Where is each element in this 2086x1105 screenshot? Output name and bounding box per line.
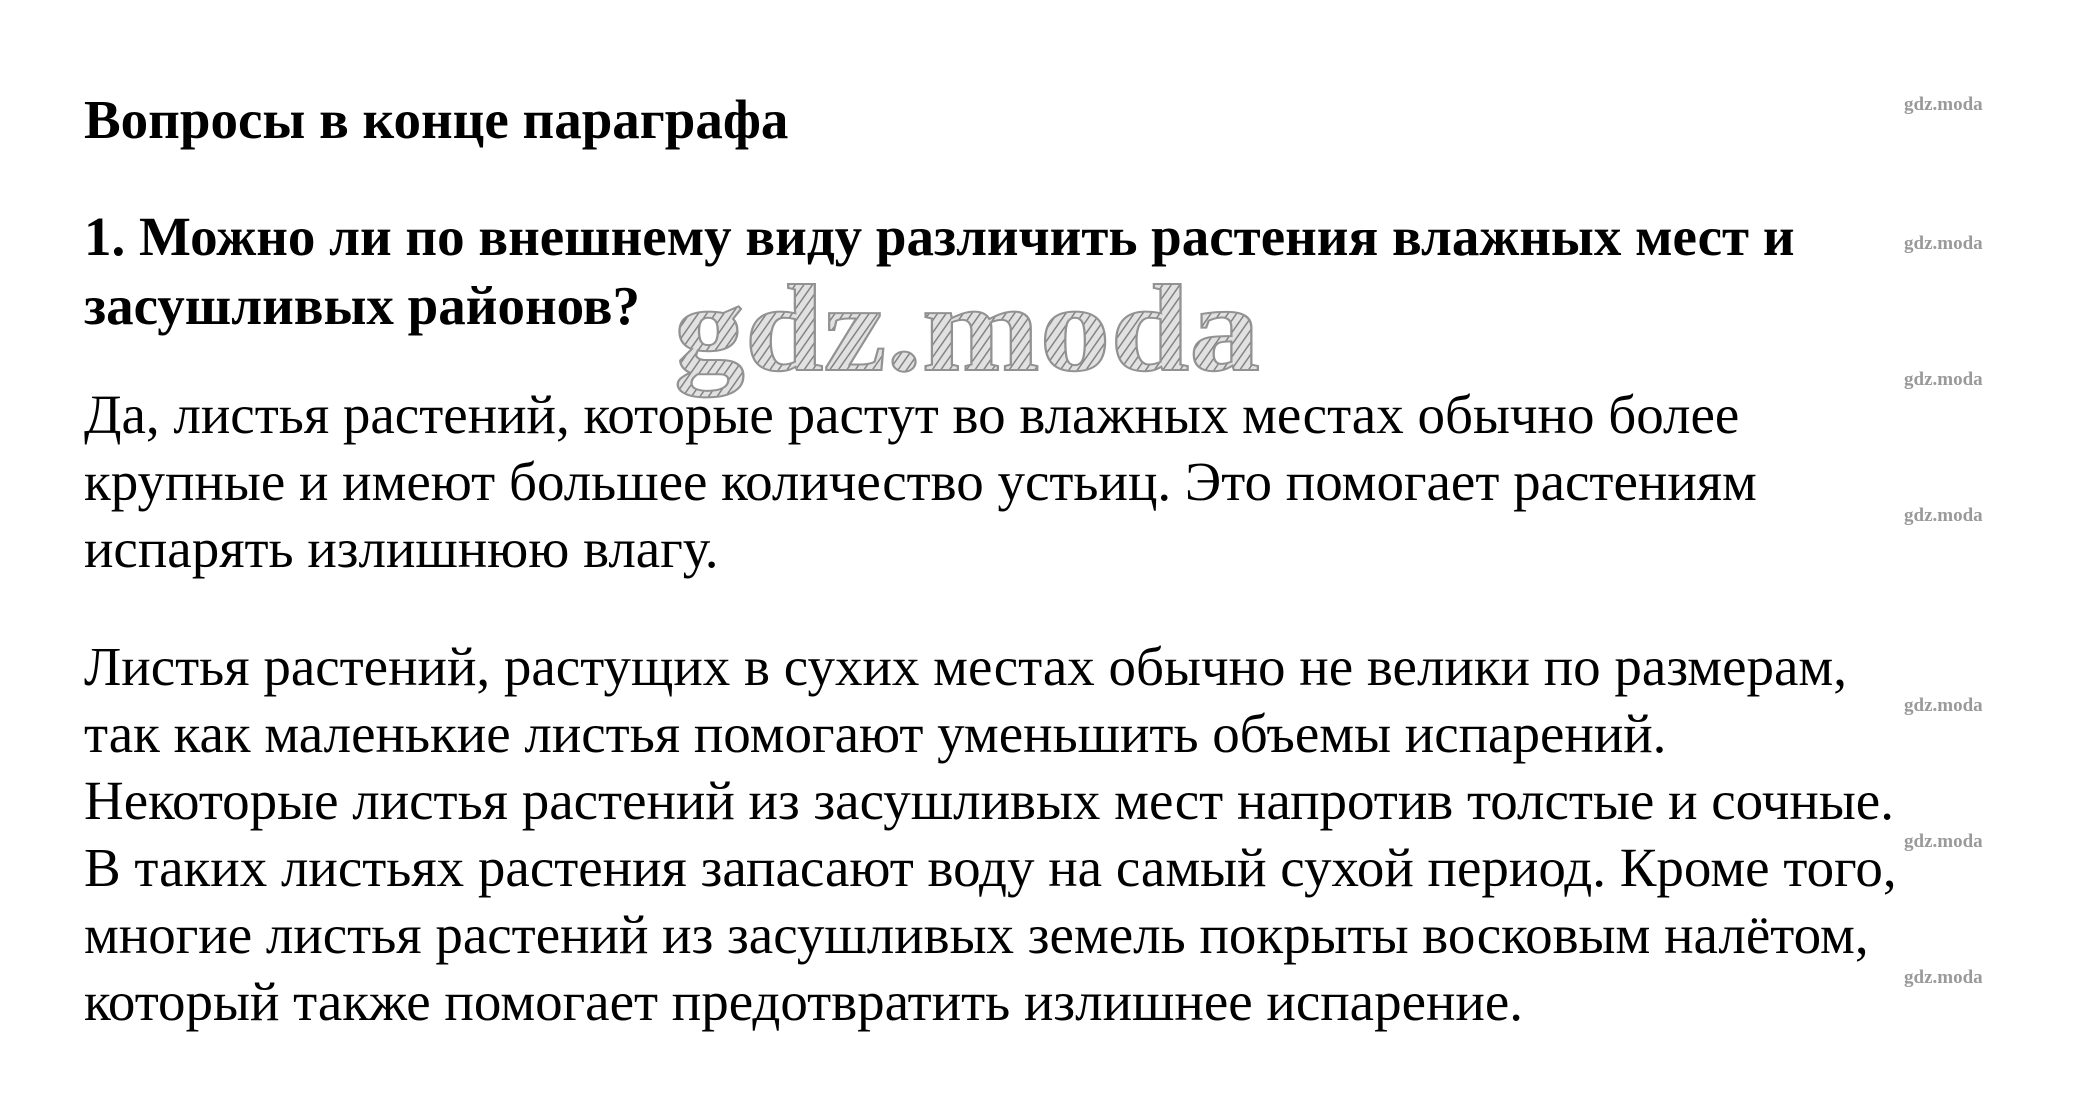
answer-line: многие листья растений из засушливых земель покрыты восковым налётом,	[84, 904, 1869, 965]
watermark-small: gdz.moda	[1904, 94, 1983, 115]
answer-line: Листья растений, растущих в сухих местах обычно не велики по размерам,	[84, 636, 1847, 697]
question-line: засушливых районов?	[84, 275, 640, 336]
answer-line: В таких листьях растения запасают воду на самый сухой период. Кроме того,	[84, 837, 1897, 898]
watermark-small: gdz.moda	[1904, 369, 1983, 390]
answer-line: испарять излишнюю влагу.	[84, 518, 719, 579]
answer-line: Некоторые листья растений из засушливых мест напротив толстые и сочные.	[84, 770, 1894, 831]
watermark-small: gdz.moda	[1904, 233, 1983, 254]
answer-paragraph-2	[84, 633, 1897, 1035]
watermark-logo-text: gdz.moda	[674, 270, 1188, 397]
answer-line: Да, листья растений, которые растут во влажных местах обычно более	[84, 384, 1740, 445]
watermark-logo	[668, 270, 1268, 400]
watermark-small: gdz.moda	[1904, 831, 1983, 852]
question-line: 1. Можно ли по внешнему виду различить растения влажных мест и	[84, 206, 1795, 267]
watermark-small: gdz.moda	[1904, 695, 1983, 716]
watermark-small: gdz.moda	[1904, 967, 1983, 988]
answer-line: так как маленькие листья помогают уменьшить объемы испарений.	[84, 703, 1667, 764]
section-heading: Вопросы в конце параграфа	[84, 89, 789, 150]
answer-line: крупные и имеют большее количество устьиц. Это помогает растениям	[84, 451, 1757, 512]
answer-paragraph-1	[84, 381, 1757, 582]
watermark-small: gdz.moda	[1904, 505, 1983, 526]
answer-line: который также помогает предотвратить излишнее испарение.	[84, 971, 1524, 1032]
